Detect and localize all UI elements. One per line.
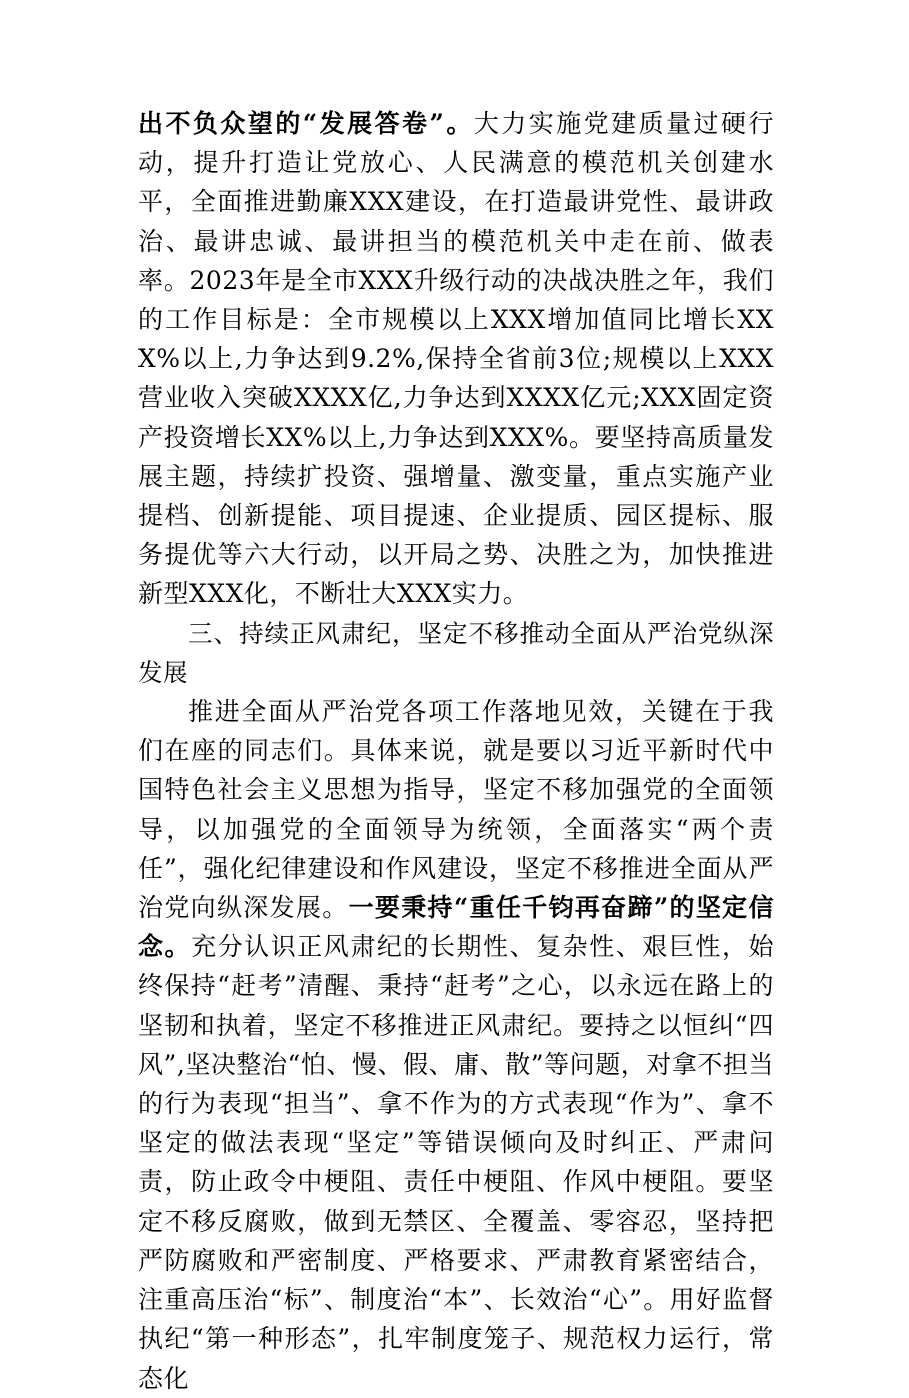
paragraph-body: 大力实施党建质量过硬行动，提升打造让党放心、人民满意的模范机关创建水平，全面推进勤廉XXX建设，在打造最讲党性、最讲政治、最讲忠诚、最讲担当的模范机关中走在前、做表率。2023年是全市XXX升级行动的决战决胜之年，我们的工作目标是：全市规模以上XXX增加值同比增长XXX%以上,力争达到9.2%,保持全省前3位;规模以上XXX营业收入突破XXXX亿,力争达到XXXX亿元;XXX固定资产投资增长XX%以上,力争达到XXX%。要坚持高质量发展主题，持续扩投资、强增量、激变量，重点实施产业提档、创新提能、项目提速、企业提质、园区提标、服务提优等六大行动，以开局之势、决胜之为，加快推进新型XXX化，不断壮大XXX实力。: [138, 109, 774, 609]
paragraph-body-intro: 推进全面从严治党各项工作落地见效，关键在于我们在座的同志们。具体来说，就是要以习近平新时代中国特色社会主义思想为指导，坚定不移加强党的全面领导，以加强党的全面领导为统领，全面落实“两个责任”，强化纪律建设和作风建设，坚定不移推进全面从严治党向纵深发展。: [138, 697, 774, 923]
document-page: [138, 104, 774, 1398]
paragraph-party-discipline: [138, 692, 774, 1398]
section-heading: 三、持续正风肃纪，坚定不移推动全面从严治党纵深发展: [138, 618, 774, 687]
paragraph-bold-point: 一要秉持“重任千钧再奋蹄”的坚定信念。: [138, 893, 774, 962]
paragraph-body-continued: 充分认识正风肃纪的长期性、复杂性、艰巨性，始终保持“赶考”清醒、秉持“赶考”之心，以永远在路上的坚韧和执着，坚定不移推进正风肃纪。要持之以恒纠“四风”,坚决整治“怕、慢、假、庸、散”等问题，对拿不担当的行为表现“担当”、拿不作为的方式表现“作为”、拿不坚定的做法表现“坚定”等错误倾向及时纠正、严肃问责，防止政令中梗阻、责任中梗阻、作风中梗阻。要坚定不移反腐败，做到无禁区、全覆盖、零容忍，坚持把严防腐败和严密制度、严格要求、严肃教育紧密结合，注重高压治“标”、制度治“本”、长效治“心”。用好监督执纪“第一种形态”，扎牢制度笼子、规范权力运行，常态化: [138, 932, 774, 1393]
paragraph-development-goals: [138, 104, 774, 614]
paragraph-lead-bold: 出不负众望的“发展答卷”。: [138, 109, 474, 138]
